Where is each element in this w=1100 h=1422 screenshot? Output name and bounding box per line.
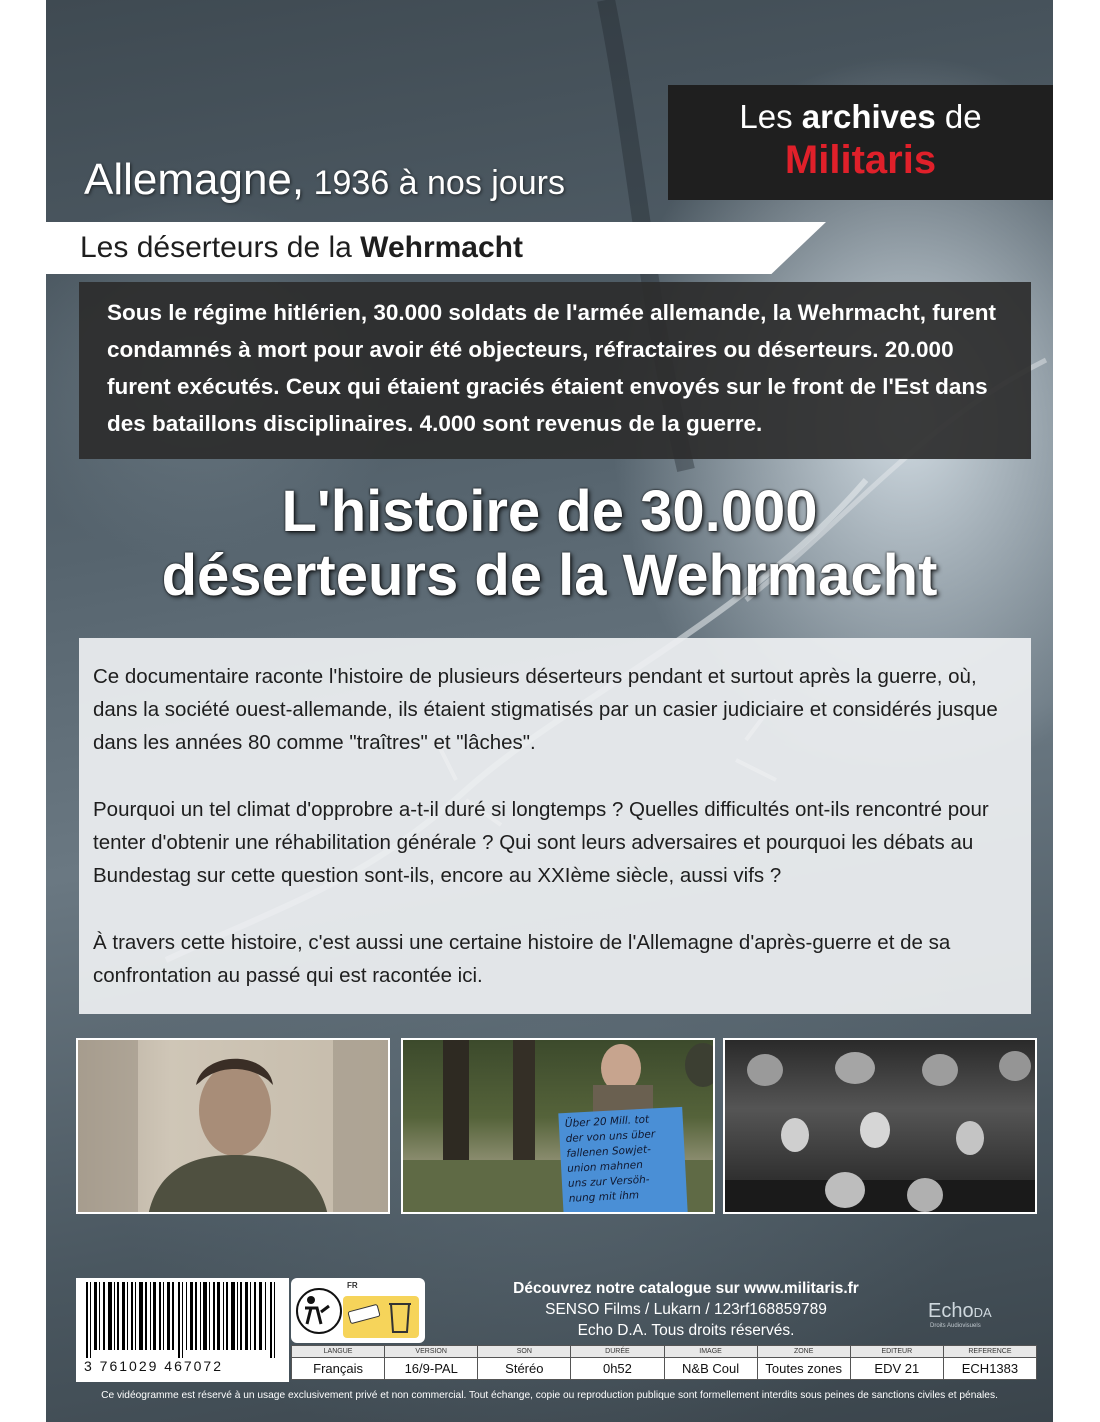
photo-soldier-portrait [76, 1038, 390, 1214]
promo-text [446, 1278, 926, 1341]
echo-da-tagline: Droits Audiovisuels [930, 1323, 981, 1329]
recycle-country: FR [347, 1281, 358, 1290]
spec-header: LANGUE [292, 1346, 385, 1358]
sign-line: nung mit ihm [568, 1189, 640, 1205]
spec-header: REFERENCE [943, 1346, 1036, 1358]
spec-value-row [292, 1358, 1037, 1380]
cover-subtitle: Les déserteurs de la Wehrmacht [80, 231, 523, 264]
headline-line1: L'histoire de 30.000 [281, 479, 818, 544]
description-paragraph-3: À travers cette histoire, c'est aussi une certaine histoire de l'Allemagne d'après-guerre et de sa confrontation au passé qui est racontée ici. [93, 931, 951, 987]
sign-line: der von uns über [565, 1128, 656, 1145]
sign-line: uns zur Versöh- [567, 1173, 650, 1190]
spec-header: IMAGE [664, 1346, 757, 1358]
headline [46, 480, 1053, 608]
spec-value: Français [292, 1358, 385, 1380]
spec-value: 16/9-PAL [385, 1358, 478, 1380]
spec-header-row [292, 1346, 1037, 1358]
protest-sign [558, 1107, 687, 1214]
brand-line1: Les archives de [739, 98, 982, 135]
triman-recycle-icon [291, 1278, 425, 1343]
spec-value: Toutes zones [757, 1358, 850, 1380]
intro-text: Sous le régime hitlérien, 30.000 soldats de l'armée allemande, la Wehrmacht, furent condamnés à mort pour avoir été objecteurs, réfractaires ou déserteurs. 20.000 furent exécutés. Ceux qui étaient graciés étaient envoyés sur le front de l'Est dans des bataillons disciplinaires. 4.000 sont revenus de la guerre. [107, 300, 997, 436]
headline-line2: déserteurs de la Wehrmacht [161, 543, 938, 608]
photo-memorial-sign [401, 1038, 715, 1214]
sign-line: fallenen Sowjet- [566, 1143, 652, 1160]
barcode-number: 3 761029 467072 [84, 1358, 223, 1374]
barcode [76, 1278, 289, 1382]
spec-table [291, 1345, 1037, 1380]
spec-value: 0h52 [571, 1358, 664, 1380]
spec-value: ECH1383 [943, 1358, 1036, 1380]
spec-header: DURÉE [571, 1346, 664, 1358]
recycling-info [291, 1278, 425, 1343]
legal-disclaimer: Ce vidéogramme est réservé à un usage exclusivement privé et non commercial. Tout échange, copie ou reproduction publique sont formellement interdits sous peines de sanctions civiles et pénales. [101, 1390, 998, 1401]
spec-value: Stéréo [478, 1358, 571, 1380]
brand-name: Militaris [784, 138, 937, 182]
cover-title: Allemagne, 1936 à nos jours [84, 155, 565, 204]
spec-value: N&B Coul [664, 1358, 757, 1380]
promo-credits: SENSO Films / Lukarn / 123rf168859789 [545, 1301, 827, 1318]
brand-logo-box [668, 85, 1053, 200]
promo-rights: Echo D.A. Tous droits réservés. [577, 1322, 795, 1339]
photo-tribunal [723, 1038, 1037, 1214]
spec-header: SON [478, 1346, 571, 1358]
barcode-bars [82, 1282, 282, 1358]
sign-line: Über 20 Mill. tot [564, 1113, 650, 1130]
dvd-back-cover [46, 0, 1053, 1422]
spec-header: EDITEUR [850, 1346, 943, 1358]
catalogue-link[interactable]: www.militaris.fr [744, 1280, 859, 1297]
intro-box [79, 282, 1031, 459]
description-paragraph-1: Ce documentaire raconte l'histoire de plusieurs déserteurs pendant et surtout après la guerre, où, dans la société ouest-allemande, ils étaient stigmatisés par un casier judiciaire et considérés jusque dans les années 80 comme "traîtres" et "lâches". [93, 665, 998, 754]
spec-header: VERSION [385, 1346, 478, 1358]
promo-catalogue: Découvrez notre catalogue sur www.militaris.fr [513, 1280, 859, 1297]
description-paragraph-2: Pourquoi un tel climat d'opprobre a-t-il duré si longtemps ? Quelles difficultés ont-ils rencontré pour tenter d'obtenir une réhabilitation générale ? Qui sont leurs adversaires et pourquoi les débats au Bundestag sur cette question sont-ils, encore au XXIème siècle, aussi vifs ? [93, 798, 989, 887]
sign-line: union mahnen [566, 1158, 644, 1175]
description-box [79, 638, 1031, 1014]
spec-header: ZONE [757, 1346, 850, 1358]
spec-value: EDV 21 [850, 1358, 943, 1380]
echo-da-logo: EchoDA [928, 1300, 992, 1322]
